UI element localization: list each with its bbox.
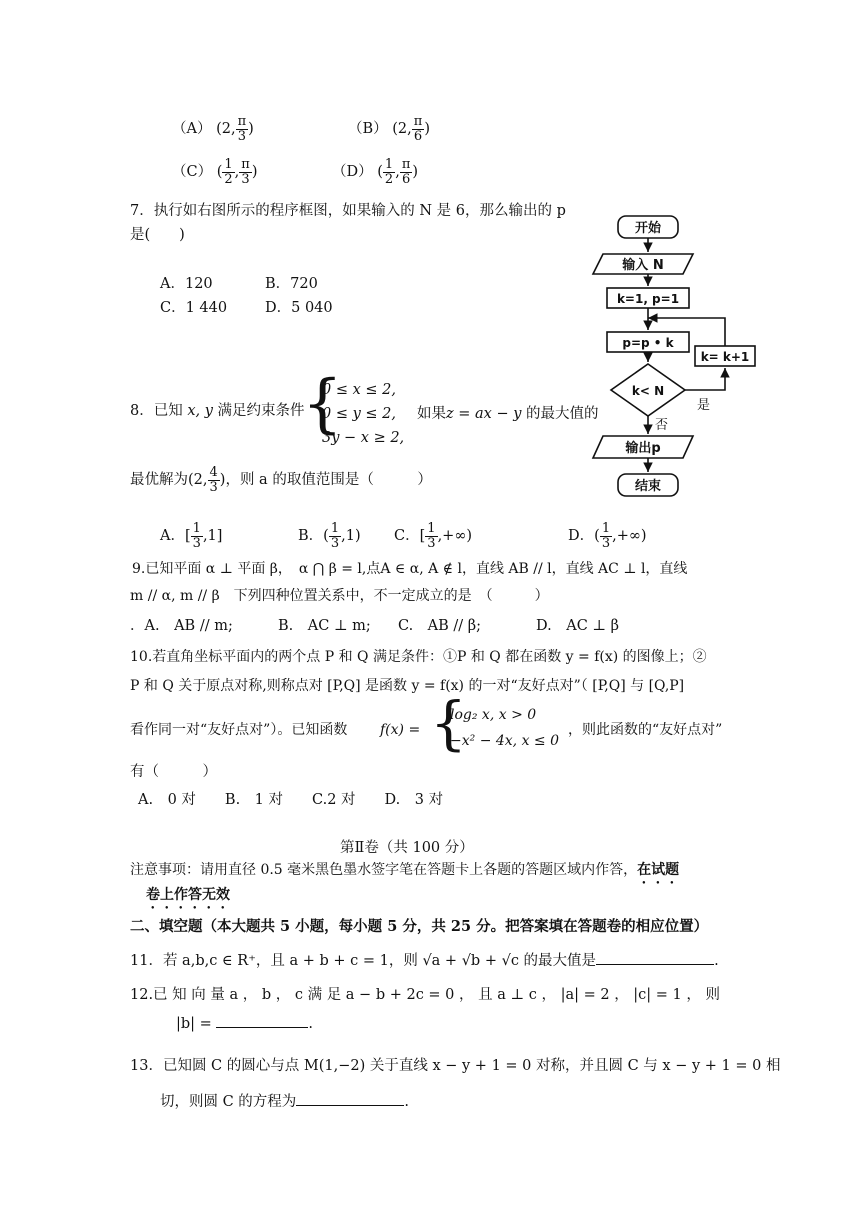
q11-stem: 11．若 a,b,c ∈ R⁺，且 a + b + c = 1，则 √a + √b + √c 的最大值是 . [130,953,719,969]
flow-init-label: k=1, p=1 [616,292,680,306]
q8-constraint-1: 0 ≤ x ≤ 2, [322,382,396,398]
q10-stem-line2: P 和 Q 关于原点对称,则称点对 [P,Q] 是函数 y = f(x) 的一对“友好点对”（ [P,Q] 与 [Q,P] [130,678,685,694]
flow-end-label: 结束 [634,479,662,494]
q10-stem-line3b: ，则此函数的“友好点对” [568,722,723,738]
q12-answer-blank [216,1027,308,1028]
flow-condition-label: k< N [631,384,665,398]
q7-stem-line1: 7．执行如右图所示的程序框图，如果输入的 N 是 6，那么输出的 p [130,203,566,219]
part2-note-bold: 卷上作答无效 [146,887,230,903]
q9-option-b: B. AC ⊥ m; [278,618,371,634]
q7-option-b: B．720 [265,276,318,292]
q8-brace: { [302,367,343,441]
q8-stem-prefix: 8．已知 x, y 满足约束条件 [130,403,305,419]
q10-brace: { [430,689,467,757]
q13-stem-line2: 切，则圆 C 的方程为 . [160,1094,409,1110]
q10-function-name: f(x) = [380,722,421,738]
q10-stem-line4: 有（ ） [130,764,217,780]
q12-stem-line2: |b| = . [176,1016,314,1032]
q8-option-b: B．( $\frac{1}{3}$ ,1) [298,521,361,551]
q7-option-a: A．120 [160,276,213,292]
q7-stem-line2: 是( ) [130,227,185,243]
q6-option-d: （D） ( $\frac{1}{2}$ , $\frac{\pi}{6}$ ) [332,157,419,187]
q8-stem-line2: 最优解为(2, $\frac{4}{3}$ )，则 a 的取值范围是（ ） [130,465,432,495]
q7-option-c: C．1 440 [160,300,228,316]
flow-yes-label: 是 [697,398,711,413]
part2-title: 第Ⅱ卷（共 100 分） [340,840,474,856]
q7-option-d: D．5 040 [265,300,333,316]
q10-stem-line3a: 看作同一对“友好点对”）。已知函数 [130,722,348,738]
q8-option-a: A．[ $\frac{1}{3}$ ,1] [160,521,223,551]
q8-objective: 如果z = ax − y 的最大值的 [417,406,599,422]
q10-options: A. 0 对 B. 1 对 C.2 对 D. 3 对 [138,792,444,808]
q10-case-1: log₂ x, x > 0 [450,707,537,723]
flow-no-label: 否 [655,418,669,433]
q6-option-a: （A） (2, $\frac{\pi}{3}$ ) [172,114,254,144]
q13-answer-blank [296,1105,404,1106]
part2-note: 注意事项：请用直径 0.5 毫米黑色墨水签字笔在答题卡上各题的答题区域内作答，在试题 [130,862,680,878]
flow-input-label: 输入 N [622,258,664,273]
flow-output-label: 输出p [625,441,661,456]
q8-option-c: C．[ $\frac{1}{3}$ ,+∞) [394,521,473,551]
q10-stem-line1: 10.若直角坐标平面内的两个点 P 和 Q 满足条件：①P 和 Q 都在函数 y = f(x) 的图像上；② [130,649,707,665]
q11-answer-blank [596,964,714,965]
q9-option-d: D. AC ⊥ β [536,618,620,634]
q8-constraint-2: 0 ≤ y ≤ 2, [322,406,396,422]
q9-option-a: ．A. AB // m; [130,618,233,634]
q10-case-2: −x² − 4x, x ≤ 0 [450,733,560,749]
q13-stem-line1: 13．已知圆 C 的圆心与点 M(1,−2) 关于直线 x − y + 1 = 0 对称，并且圆 C 与 x − y + 1 = 0 相 [130,1058,781,1074]
flow-multiply-label: p=p • k [622,336,674,350]
flow-increment-label: k= k+1 [700,350,750,364]
q6-option-c: （C） ( $\frac{1}{2}$ , $\frac{\pi}{3}$ ) [172,157,258,187]
q8-constraint-3: 3y − x ≥ 2, [322,430,405,446]
section2-heading: 二、填空题（本大题共 5 小题，每小题 5 分，共 25 分。把答案填在答题卷的相应位置） [130,918,709,935]
q6-option-b: （B） (2, $\frac{\pi}{6}$ ) [348,114,430,144]
q8-option-d: D．( $\frac{1}{3}$ ,+∞) [568,521,647,551]
q9-option-c: C. AB // β; [398,618,482,634]
flow-start-label: 开始 [634,221,662,236]
q12-stem-line1: 12.已 知 向 量 a ， b ， c 满 足 a − b + 2c = 0 ， 且 a ⊥ c ， |a| = 2 ， |c| = 1 ， 则 [130,987,721,1003]
q9-stem-line1: 9.已知平面 α ⊥ 平面 β， α ⋂ β = l,点A ∈ α, A ∉ l，直线 AB // l，直线 AC ⊥ l，直线 [132,561,688,577]
program-flowchart [585,212,775,502]
q9-stem-line2: m // α, m // β 下列四种位置关系中，不一定成立的是 （ ） [130,588,549,604]
